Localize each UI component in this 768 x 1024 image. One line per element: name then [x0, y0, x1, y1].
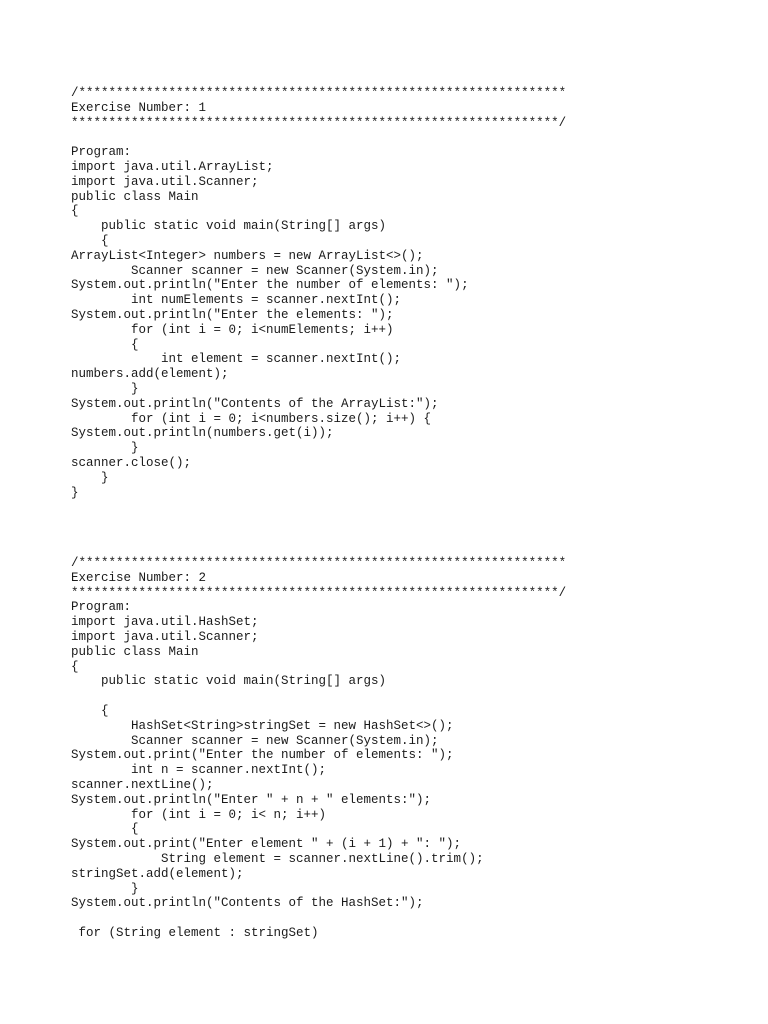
code-line: import java.util.Scanner; [71, 629, 259, 644]
exercise-2-code-block [71, 556, 566, 941]
code-line: scanner.close(); [71, 455, 192, 470]
code-line: { [71, 703, 109, 718]
code-line: } [71, 485, 79, 500]
code-line: public static void main(String[] args) [71, 674, 387, 689]
code-line: } [71, 441, 139, 456]
code-line: public class Main [71, 189, 199, 204]
code-line: *****************************************************************/ [71, 585, 567, 600]
code-line: import java.util.Scanner; [71, 174, 259, 189]
code-line: { [71, 659, 79, 674]
code-line: System.out.print("Enter the number of elements: "); [71, 748, 454, 763]
code-line: { [71, 233, 109, 248]
code-line: Program: [71, 145, 132, 160]
code-line: for (int i = 0; i<numbers.size(); i++) { [71, 411, 432, 426]
code-line: /***************************************************************** [71, 556, 567, 570]
code-line: { [71, 204, 79, 219]
code-line: /***************************************************************** [71, 86, 567, 100]
code-line [71, 130, 566, 145]
code-line: System.out.println("Contents of the ArrayList:"); [71, 396, 439, 411]
code-line: System.out.print("Enter element " + (i + 1) + ": "); [71, 837, 462, 852]
code-line: Scanner scanner = new Scanner(System.in); [71, 733, 439, 748]
code-line: for (String element : stringSet) [71, 925, 319, 940]
code-line: ArrayList<Integer> numbers = new ArrayList<>(); [71, 248, 424, 263]
code-line: System.out.println("Enter the elements: "); [71, 307, 394, 322]
code-line: int element = scanner.nextInt(); [71, 352, 402, 367]
code-line: System.out.println("Contents of the HashSet:"); [71, 896, 424, 911]
code-line: System.out.println("Enter " + n + " elements:"); [71, 792, 432, 807]
code-line: { [71, 822, 139, 837]
code-line: Exercise Number: 2 [71, 570, 207, 585]
exercise-1-code-block [71, 86, 566, 500]
code-line: String element = scanner.nextLine().trim(); [71, 851, 484, 866]
code-line: } [71, 470, 109, 485]
code-line [71, 911, 566, 926]
code-line: System.out.println(numbers.get(i)); [71, 426, 334, 441]
code-line: Exercise Number: 1 [71, 100, 207, 115]
code-line: import java.util.HashSet; [71, 615, 259, 630]
code-line: for (int i = 0; i< n; i++) [71, 807, 327, 822]
code-line: public static void main(String[] args) [71, 219, 387, 234]
code-line: HashSet<String>stringSet = new HashSet<>(); [71, 718, 454, 733]
code-line: { [71, 337, 139, 352]
code-line: import java.util.ArrayList; [71, 159, 274, 174]
code-line: stringSet.add(element); [71, 866, 244, 881]
code-line: numbers.add(element); [71, 367, 229, 382]
code-line [71, 689, 566, 704]
code-line: for (int i = 0; i<numElements; i++) [71, 322, 394, 337]
code-line: int numElements = scanner.nextInt(); [71, 293, 402, 308]
code-line: Program: [71, 600, 132, 615]
code-line: *****************************************************************/ [71, 115, 567, 130]
code-line: scanner.nextLine(); [71, 777, 214, 792]
code-line: int n = scanner.nextInt(); [71, 763, 327, 778]
code-line: } [71, 381, 139, 396]
code-line: public class Main [71, 644, 199, 659]
code-line: } [71, 881, 139, 896]
code-line: Scanner scanner = new Scanner(System.in); [71, 263, 439, 278]
code-line: System.out.println("Enter the number of elements: "); [71, 278, 469, 293]
